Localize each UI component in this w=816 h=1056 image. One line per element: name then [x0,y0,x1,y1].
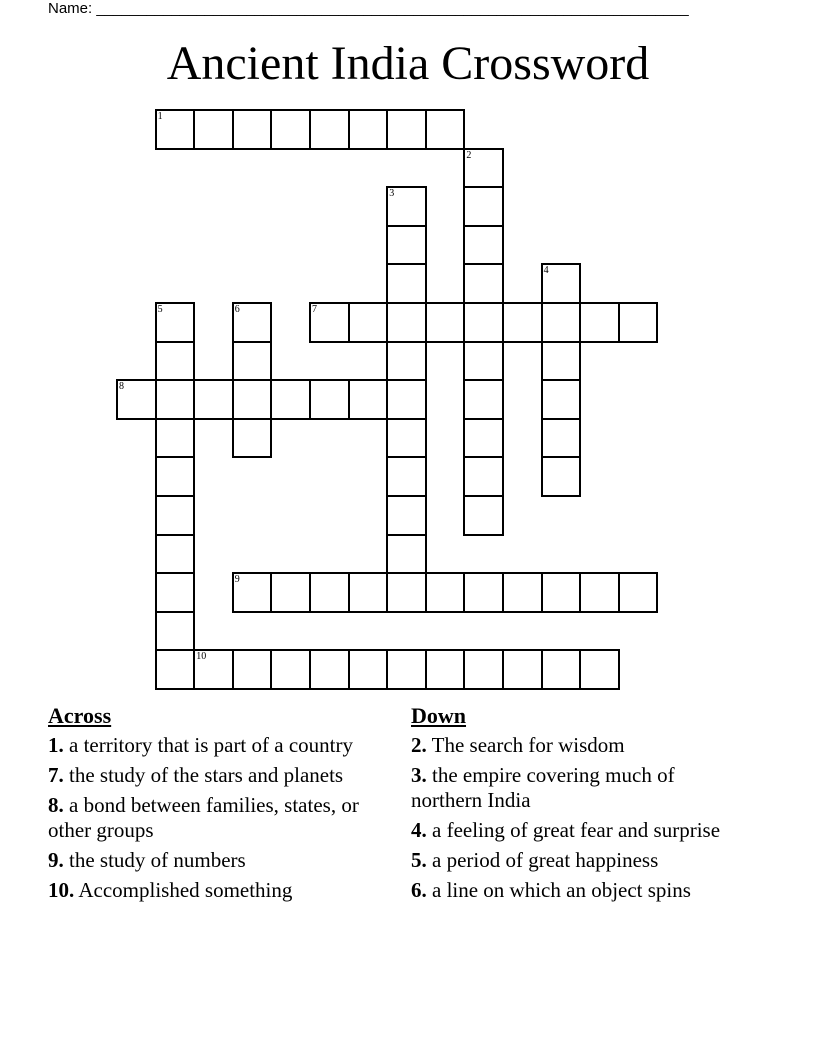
grid-cell[interactable] [386,456,427,497]
down-clue-3: 3. the empire covering much of northern India [411,763,675,812]
grid-cell[interactable] [155,456,196,497]
grid-cell[interactable] [463,456,504,497]
grid-cell[interactable] [348,302,389,343]
grid-cell[interactable] [155,341,196,382]
grid-cell[interactable] [155,418,196,459]
grid-cell[interactable] [541,379,582,420]
grid-cell[interactable] [579,302,620,343]
grid-cell[interactable] [463,341,504,382]
grid-cell[interactable] [155,495,196,536]
across-clue-7: 7. the study of the stars and planets [48,763,344,787]
grid-cell[interactable] [463,186,504,227]
clue-number-6: 6 [234,304,240,315]
down-clues [411,703,741,908]
grid-cell[interactable] [541,418,582,459]
name-underline: _______________________________________________________________________ [96,0,689,17]
across-clue-1: 1. a territory that is part of a country [48,733,353,757]
clue-number-8: 8 [119,381,124,393]
grid-cell[interactable] [463,649,504,690]
grid-cell[interactable] [386,379,427,420]
grid-cell[interactable] [541,572,582,613]
grid-cell[interactable] [309,109,350,150]
grid-cell[interactable] [463,572,504,613]
grid-cell[interactable] [579,649,620,690]
grid-cell[interactable] [579,572,620,613]
grid-cell[interactable] [232,109,273,150]
clue-number-3: 3 [389,188,395,200]
grid-cell[interactable] [502,572,543,613]
grid-cell[interactable] [386,418,427,459]
grid-cell[interactable] [386,534,427,575]
down-clue-5: 5. a period of great happiness [411,848,659,872]
grid-cell[interactable] [348,379,389,420]
grid-cell[interactable] [348,109,389,150]
clue-number-2: 2 [466,149,472,161]
grid-cell[interactable] [618,572,659,613]
grid-cell[interactable] [618,302,659,343]
across-clue-10: 10. Accomplished something [48,878,293,902]
down-heading: Down [411,703,467,728]
across-clue-9: 9. the study of numbers [48,848,246,872]
grid-cell[interactable] [425,109,466,150]
grid-cell[interactable] [348,572,389,613]
clue-number-4: 4 [543,265,549,277]
name-label: Name: [48,0,93,17]
grid-cell[interactable] [232,418,273,459]
grid-cell[interactable] [541,649,582,690]
grid-cell[interactable] [232,379,273,420]
grid-cell[interactable] [541,341,582,382]
grid-cell[interactable] [232,341,273,382]
grid-cell[interactable] [502,649,543,690]
grid-cell[interactable] [541,302,582,343]
grid-cell[interactable] [425,649,466,690]
grid-cell[interactable] [386,302,427,343]
grid-cell[interactable] [348,649,389,690]
grid-cell[interactable] [386,263,427,304]
grid-cell[interactable] [386,225,427,266]
page-title: Ancient India Crossword [166,37,650,90]
grid-cell[interactable] [309,379,350,420]
grid-cell[interactable] [155,534,196,575]
across-clues [48,703,378,908]
grid-cell[interactable] [463,302,504,343]
down-clue-4: 4. a feeling of great fear and surprise [411,818,721,842]
grid-cell[interactable] [270,572,311,613]
grid-cell[interactable] [386,109,427,150]
grid-cell[interactable] [270,379,311,420]
grid-cell[interactable] [386,572,427,613]
grid-cell[interactable] [463,263,504,304]
grid-cell[interactable] [463,495,504,536]
grid-cell[interactable] [425,302,466,343]
grid-cell[interactable] [463,379,504,420]
across-heading: Across [48,703,112,728]
clue-number-7: 7 [312,304,317,315]
clue-number-5: 5 [157,304,163,315]
across-clue-8: 8. a bond between families, states, or other groups [48,793,359,842]
grid-cell[interactable] [463,418,504,459]
grid-cell[interactable] [193,379,234,420]
grid-cell[interactable] [270,109,311,150]
grid-cell[interactable] [155,379,196,420]
grid-cell[interactable] [232,649,273,690]
grid-cell[interactable] [463,225,504,266]
grid-cell[interactable] [386,649,427,690]
grid-cell[interactable] [193,109,234,150]
grid-cell[interactable] [386,495,427,536]
grid-cell[interactable] [386,341,427,382]
grid-cell[interactable] [541,456,582,497]
grid-cell[interactable] [155,611,196,652]
grid-cell[interactable] [309,649,350,690]
clue-number-1: 1 [157,111,163,122]
clue-number-9: 9 [234,574,240,586]
grid-cell[interactable] [425,572,466,613]
grid-cell[interactable] [270,649,311,690]
down-clue-2: 2. The search for wisdom [411,733,625,757]
grid-cell[interactable] [155,572,196,613]
grid-cell[interactable] [155,649,196,690]
grid-cell[interactable] [309,572,350,613]
down-clue-6: 6. a line on which an object spins [411,878,691,902]
grid-cell[interactable] [502,302,543,343]
clue-number-10: 10 [196,651,207,663]
